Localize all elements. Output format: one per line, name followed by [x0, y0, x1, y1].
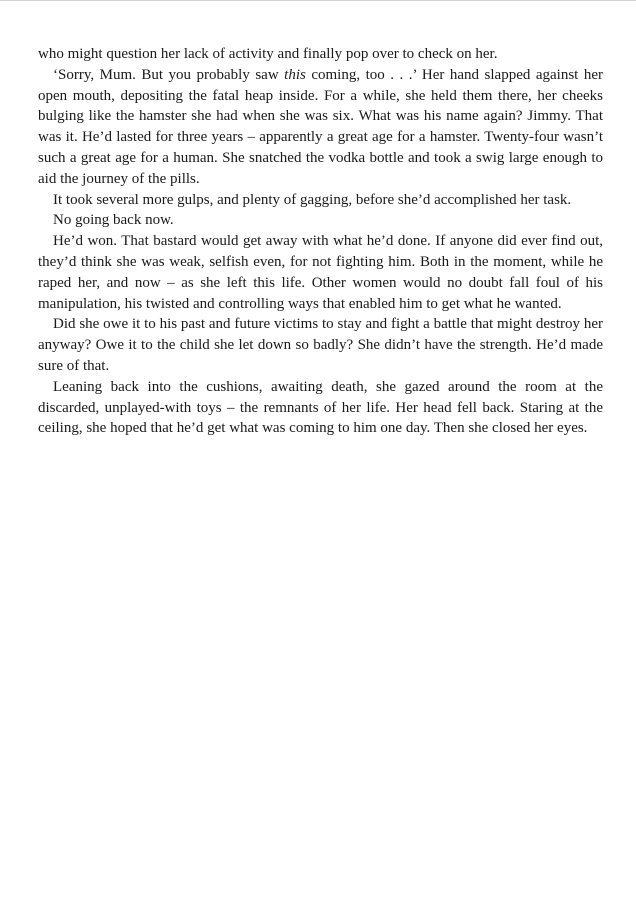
emphasis-this: this	[284, 66, 306, 83]
page-body	[38, 44, 603, 439]
paragraph-sorry-mum	[38, 65, 603, 190]
paragraph-no-going-back: No going back now.	[53, 212, 174, 229]
paragraph-several-gulps: It took several more gulps, and plenty of gagging, before she’d accomplished her task.	[53, 191, 572, 208]
paragraph-text-end: coming, too . . .’ Her hand slapped against her open mouth, depositing the fatal heap inside. For a while, she held them there, her cheeks bulging like the hamster she had when she was six. What was his name again? Jimmy. That was it. He’d lasted for three years – apparently a great age for a hamster. Twenty-four wasn’t such a great age for a human. She snatched the vodka bottle and took a swig large enough to aid the journey of the pills.	[38, 66, 603, 187]
paragraph-leaning-back: Leaning back into the cushions, awaiting death, she gazed around the room at the discarded, unplayed-with toys – the remnants of her life. Her head fell back. Staring at the ceiling, she hoped that he’d get what was coming to him one day. Then she closed her eyes.	[38, 378, 603, 437]
paragraph-hed-won: He’d won. That bastard would get away with what he’d done. If anyone did ever find out, they’d think she was weak, selfish even, for not fighting him. Both in the moment, while he raped her, and now – as she left this life. Other women would no doubt fall foul of his manipulation, his twisted and controlling ways that enabled him to get what he wanted.	[38, 233, 603, 312]
paragraph-did-she-owe: Did she owe it to his past and future victims to stay and fight a battle that might destroy her anyway? Owe it to the child she let down so badly? She didn’t have the strength. He’d made sure of that.	[38, 316, 603, 374]
page-top-border	[0, 0, 636, 1]
paragraph-continued: who might question her lack of activity and finally pop over to check on her.	[38, 46, 498, 62]
paragraph-text-start: ‘Sorry, Mum. But you probably saw	[53, 66, 285, 83]
